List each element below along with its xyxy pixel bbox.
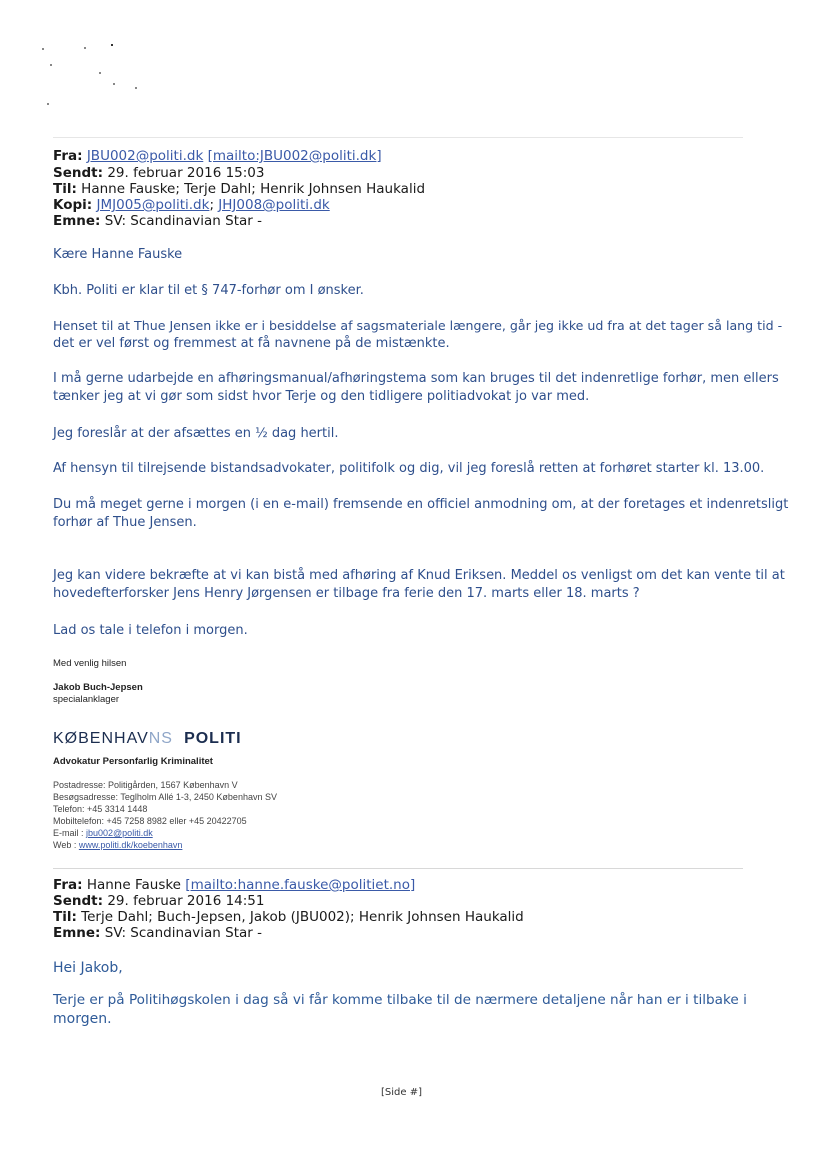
cc-address-link-2[interactable]: JHJ008@politi.dk bbox=[218, 197, 330, 213]
cc-separator: ; bbox=[209, 197, 214, 213]
cc-label: Kopi: bbox=[53, 197, 93, 213]
closing: Med venlig hilsen bbox=[53, 658, 127, 669]
email2-body-line: Terje er på Politihøgskolen i dag så vi får komme tilbake til de nærmere detaljene når han er i tilbake i bbox=[53, 992, 747, 1008]
email1-paragraph: hovedefterforsker Jens Henry Jørgensen er tilbage fra ferie den 17. marts eller 18. marts ? bbox=[53, 586, 640, 601]
scan-speck bbox=[50, 64, 52, 66]
email1-paragraph: tænker jeg at vi gør som sidst hvor Terje og den tidligere politiadvokat jo var med. bbox=[53, 389, 590, 404]
email1-paragraph: det er vel først og fremmest at få navnene på de mistænkte. bbox=[53, 336, 450, 351]
email1-paragraph: Lad os tale i telefon i morgen. bbox=[53, 623, 248, 638]
to-value: Hanne Fauske; Terje Dahl; Henrik Johnsen Haukalid bbox=[81, 181, 426, 197]
signature-email-link[interactable]: jbu002@politi.dk bbox=[86, 828, 153, 838]
email1-paragraph: Du må meget gerne i morgen (i en e-mail) fremsende en officiel anmodning om, at der foretages et indenretsligt bbox=[53, 497, 789, 512]
email2-sent-row bbox=[53, 893, 264, 909]
address-email-row: E-mail : jbu002@politi.dk bbox=[53, 828, 153, 838]
email1-paragraph: Jeg foreslår at der afsættes en ½ dag hertil. bbox=[53, 426, 339, 441]
page-number: [Side #] bbox=[381, 1087, 422, 1098]
cc-address-link-1[interactable]: JMJ005@politi.dk bbox=[96, 197, 210, 213]
scan-speck bbox=[42, 48, 44, 50]
email1-paragraph: Kbh. Politi er klar til et § 747-forhør om I ønsker. bbox=[53, 283, 364, 298]
header-divider bbox=[53, 137, 743, 138]
email2-to-row bbox=[53, 909, 524, 925]
scan-speck bbox=[47, 103, 49, 105]
signature-name: Jakob Buch-Jepsen bbox=[53, 682, 143, 693]
subject-label: Emne: bbox=[53, 213, 101, 229]
signature-title: specialanklager bbox=[53, 694, 120, 705]
scan-speck bbox=[113, 83, 115, 85]
address-mobile: Mobiltelefon: +45 7258 8982 eller +45 20422705 bbox=[53, 816, 247, 826]
address-visit: Besøgsadresse: Teglholm Allé 1-3, 2450 København SV bbox=[53, 792, 277, 802]
to-label: Til: bbox=[53, 909, 77, 925]
email1-from-row bbox=[53, 148, 382, 164]
email-divider bbox=[53, 868, 743, 869]
from-label: Fra: bbox=[53, 148, 83, 164]
from-address-link[interactable]: JBU002@politi.dk bbox=[86, 148, 204, 164]
from-value: Hanne Fauske bbox=[86, 877, 186, 893]
department: Advokatur Personfarlig Kriminalitet bbox=[53, 756, 213, 767]
email1-sent-row bbox=[53, 165, 264, 181]
scan-speck bbox=[111, 44, 113, 46]
sent-value: 29. februar 2016 15:03 bbox=[107, 165, 265, 181]
email2-subject-row bbox=[53, 925, 262, 941]
email1-subject-row bbox=[53, 213, 262, 229]
subject-label: Emne: bbox=[53, 925, 101, 941]
scan-speck bbox=[99, 72, 101, 74]
scan-speck bbox=[135, 87, 137, 89]
email1-paragraph: Af hensyn til tilrejsende bistandsadvokater, politifolk og dig, vil jeg foreslå retten at forhøret starter kl. 13.00. bbox=[53, 461, 765, 476]
from-mailto-link[interactable]: [mailto:JBU002@politi.dk] bbox=[207, 148, 382, 164]
email1-paragraph: Henset til at Thue Jensen ikke er i besiddelse af sagsmateriale længere, går jeg ikke ud fra at det tager så lang tid - bbox=[53, 318, 783, 333]
address-post: Postadresse: Politigården, 1567 København V bbox=[53, 780, 238, 790]
email2-body-line: morgen. bbox=[53, 1011, 112, 1027]
email1-cc-row bbox=[53, 197, 330, 213]
signature-web-link[interactable]: www.politi.dk/koebenhavn bbox=[78, 840, 183, 850]
subject-value: SV: Scandinavian Star - bbox=[104, 213, 262, 229]
from-label: Fra: bbox=[53, 877, 83, 893]
email1-greeting: Kære Hanne Fauske bbox=[53, 247, 183, 262]
scan-speck bbox=[84, 47, 86, 49]
sent-label: Sendt: bbox=[53, 893, 104, 909]
email1-to-row bbox=[53, 181, 425, 197]
to-label: Til: bbox=[53, 181, 77, 197]
from-mailto-link[interactable]: [mailto:hanne.fauske@politiet.no] bbox=[185, 877, 416, 893]
sent-value: 29. februar 2016 14:51 bbox=[107, 893, 265, 909]
politi-logo: KØBENHAVNS POLITI bbox=[53, 730, 242, 747]
email2-greeting: Hei Jakob, bbox=[53, 960, 123, 976]
to-value: Terje Dahl; Buch-Jepsen, Jakob (JBU002); Henrik Johnsen Haukalid bbox=[81, 909, 524, 925]
sent-label: Sendt: bbox=[53, 165, 104, 181]
email1-paragraph: Jeg kan videre bekræfte at vi kan bistå med afhøring af Knud Eriksen. Meddel os venligst om det kan vente til at bbox=[53, 568, 785, 583]
email2-from-row bbox=[53, 877, 415, 893]
address-web-row: Web : www.politi.dk/koebenhavn bbox=[53, 840, 183, 850]
email1-paragraph: forhør af Thue Jensen. bbox=[53, 515, 197, 530]
subject-value: SV: Scandinavian Star - bbox=[104, 925, 262, 941]
email1-paragraph: I må gerne udarbejde en afhøringsmanual/afhøringstema som kan bruges til det indenretlige forhør, men ellers bbox=[53, 371, 779, 386]
address-phone: Telefon: +45 3314 1448 bbox=[53, 804, 148, 814]
